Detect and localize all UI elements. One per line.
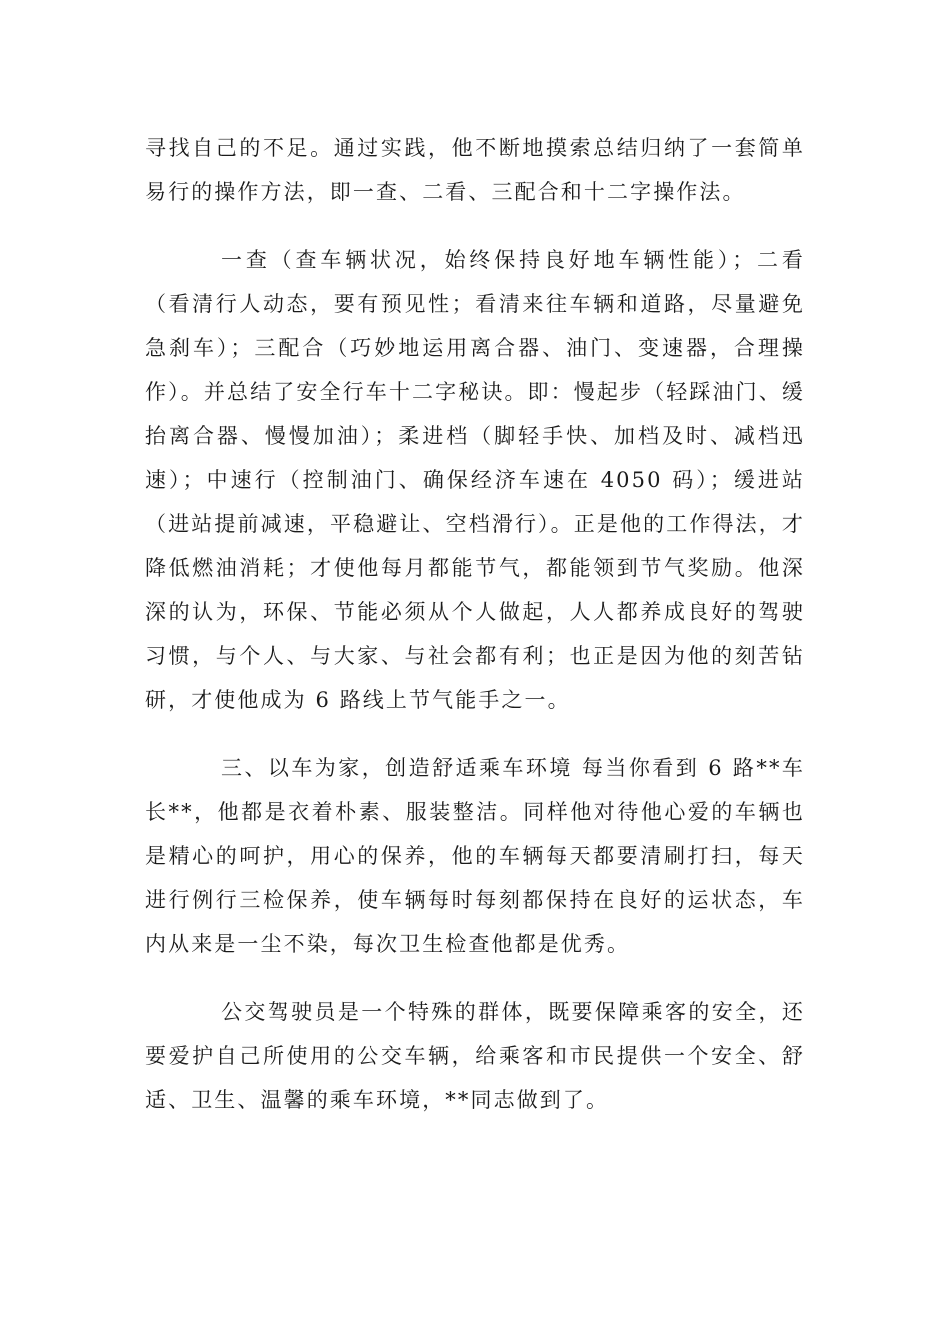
paragraph-continuation: 寻找自己的不足。通过实践，他不断地摸索总结归纳了一套简单易行的操作方法，即一查、二看、三配合和十二字操作法。 (145, 136, 805, 204)
paragraph-section-three: 三、以车为家，创造舒适乘车环境 每当你看到 6 路**车长**，他都是衣着朴素、服装整洁。同样他对待他心爱的车辆也是精心的呵护，用心的保养，他的车辆每天都要清刷打扫，每天进行例行三检保养，使车辆每时每刻都保持在良好的运状态，车内从来是一尘不染，每次卫生检查他都是优秀。 (145, 756, 805, 956)
paragraph-driving-method: 一查（查车辆状况，始终保持良好地车辆性能）；二看（看清行人动态，要有预见性；看清来往车辆和道路，尽量避免急刹车）；三配合（巧妙地运用离合器、油门、变速器，合理操作）。并总结了安全行车十二字秘诀。即：慢起步（轻踩油门、缓抬离合器、慢慢加油）；柔进档（脚轻手快、加档及时、减档迅速）；中速行（控制油门、确保经济车速在 4050 码）；缓进站（进站提前减速，平稳避让、空档滑行）。正是他的工作得法，才降低燃油消耗；才使他每月都能节气，都能领到节气奖励。他深深的认为，环保、节能必须从个人做起，人人都养成良好的驾驶习惯，与个人、与大家、与社会都有利；也正是因为他的刻苦钻研，才使他成为 6 路线上节气能手之一。 (145, 248, 805, 712)
document-body (145, 126, 805, 1122)
paragraph-conclusion: 公交驾驶员是一个特殊的群体，既要保障乘客的安全，还要爱护自己所使用的公交车辆，给乘客和市民提供一个安全、舒适、卫生、温馨的乘车环境，**同志做到了。 (145, 1000, 805, 1112)
